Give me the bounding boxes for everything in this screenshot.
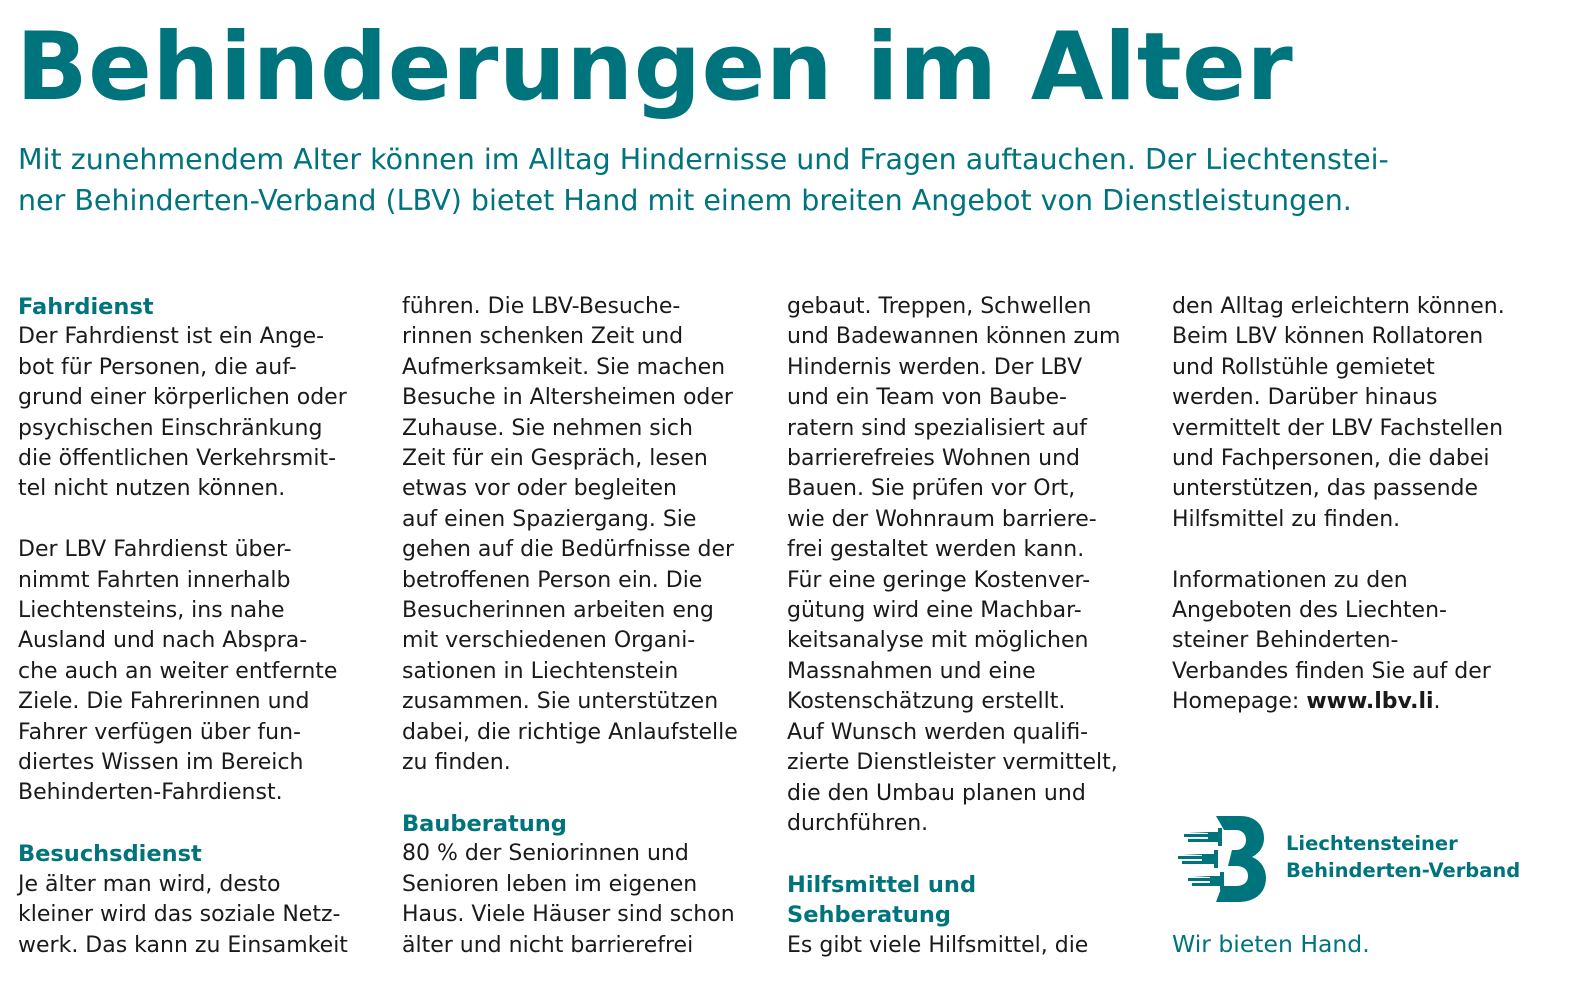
column-1 <box>18 292 390 961</box>
paragraph: den Alltag erleichtern können. Beim LBV können Rollatoren und Rollstühle gemietet werden. Darüber hinaus vermittelt der LBV Fachstellen und Fachpersonen, die dabei unterstützen, das passende Hilfsmittel zu finden. <box>1172 294 1505 532</box>
paragraph-spacer <box>1172 535 1562 565</box>
logo-wordmark <box>1286 830 1520 884</box>
paragraph: Je älter man wird, desto kleiner wird das soziale Netz- werk. Das kann zu Einsamkeit <box>18 871 348 958</box>
homepage-text: Informationen zu den Angeboten des Liechten- steiner Behinderten- Verbandes finden Sie auf der Homepage: <box>1172 567 1491 715</box>
paragraph: Es gibt viele Hilfsmittel, die <box>787 932 1089 958</box>
column-3 <box>787 292 1159 961</box>
paragraph: 80 % der Seniorinnen und Senioren leben im eigenen Haus. Viele Häuser sind schon älter und nicht barrierefrei <box>402 841 735 958</box>
homepage-link[interactable]: www.lbv.li <box>1306 689 1434 715</box>
lbv-hands-logo-icon <box>1178 810 1268 906</box>
logo-line-1: Liechtensteiner <box>1286 832 1458 855</box>
paragraph-spacer <box>18 809 390 839</box>
column-2 <box>402 292 774 961</box>
paragraph-spacer <box>402 779 774 809</box>
paragraph-spacer <box>18 505 390 535</box>
section-heading-bauberatung: Bauberatung <box>402 810 567 837</box>
paragraph: führen. Die LBV-Besuche- rinnen schenken Zeit und Aufmerksamkeit. Sie machen Besuche in Altersheimen oder Zuhause. Sie nehmen sich Zeit für ein Gespräch, lesen etwas vor oder begleiten auf einen Spaziergang. Sie gehen auf die Bedürfnisse der betroffenen Person ein. Die Besucherinnen arbeiten eng mit verschiedenen Organi- sationen in Liechtenstein zusammen. Sie unterstützen dabei, die richtige Anlaufstelle zu finden. <box>402 294 738 776</box>
lead-paragraph: Mit zunehmendem Alter können im Alltag Hindernisse und Fragen auftauchen. Der Liechtenstei- ner Behinderten-Verband (LBV) bietet Hand mit einem breiten Angebot von Dienstleistungen. <box>18 143 1389 217</box>
logo-line-2: Behinderten-Verband <box>1286 859 1521 882</box>
page-title: Behinderungen im Alter <box>16 13 1294 122</box>
section-heading-besuchsdienst: Besuchsdienst <box>18 841 202 868</box>
paragraph-spacer <box>787 839 1159 869</box>
section-heading-fahrdienst: Fahrdienst <box>18 294 154 320</box>
paragraph: gebaut. Treppen, Schwellen und Badewannen können zum Hindernis werden. Der LBV und ein Team von Baube- ratern sind spezialisiert auf barrierefreies Wohnen und Bauen. Sie prüfen vor Ort, wie der Wohnraum barriere- frei gestaltet werden kann. Für eine geringe Kostenver- gütung wird eine Machbar- keitsanalyse mit möglichen Massnahmen und eine Kostenschätzung erstellt. Auf Wunsch werden qualifi- zierte Dienstleister vermittelt, die den Umbau planen und durchführen. <box>787 294 1121 836</box>
column-4 <box>1172 292 1562 718</box>
paragraph: Der Fahrdienst ist ein Ange- bot für Personen, die auf- grund einer körperlichen oder psychischen Einschränkung die öffentlichen Verkehrsmit- tel nicht nutzen können. <box>18 324 347 502</box>
homepage-paragraph <box>1172 566 1562 718</box>
section-heading-hilfsmittel: Hilfsmittel und Sehberatung <box>787 871 977 929</box>
paragraph: Der LBV Fahrdienst über- nimmt Fahrten innerhalb Liechtensteins, ins nahe Ausland und nach Abspra- che auch an weiter entfernte Ziele. Die Fahrerinnen und Fahrer verfügen über fun- diertes Wissen im Bereich Behinderten-Fahrdienst. <box>18 537 338 806</box>
slogan: Wir bieten Hand. <box>1172 930 1370 958</box>
homepage-suffix: . <box>1433 689 1441 715</box>
